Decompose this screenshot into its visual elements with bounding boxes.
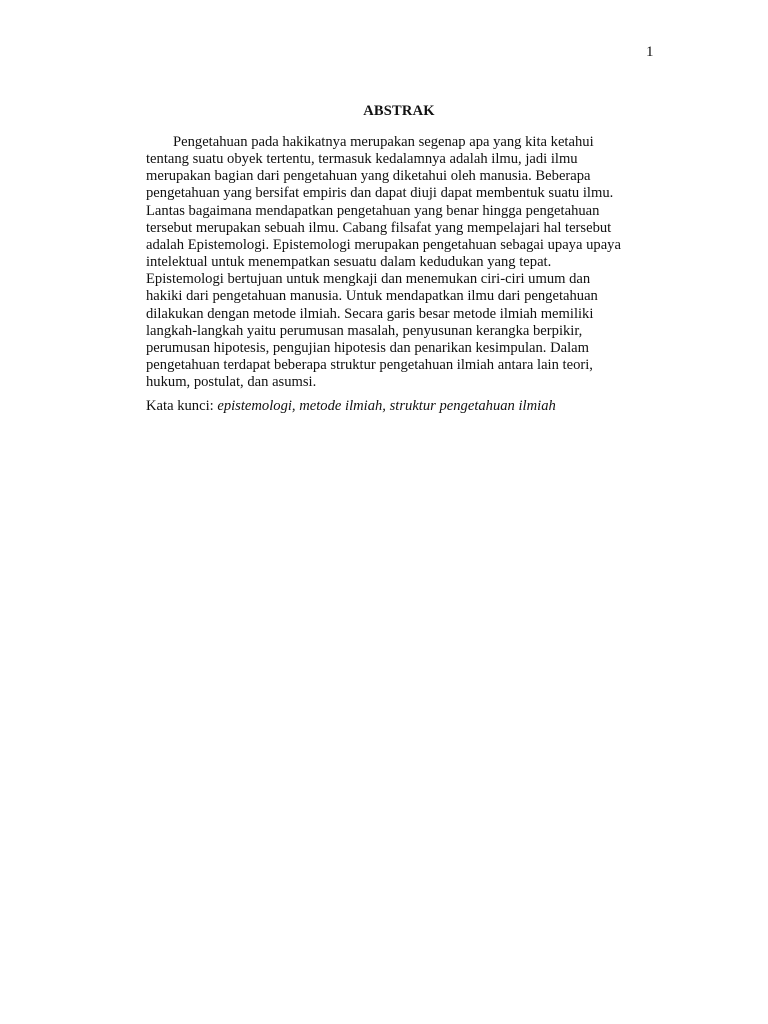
- abstract-line: hukum, postulat, dan asumsi.: [146, 374, 317, 391]
- keywords-terms: epistemologi, metode ilmiah, struktur pengetahuan ilmiah: [217, 398, 556, 414]
- abstract-line: Pengetahuan pada hakikatnya merupakan segenap apa yang kita ketahui: [173, 134, 594, 150]
- abstract-line: tersebut merupakan sebuah ilmu. Cabang filsafat yang mempelajari hal tersebut: [146, 219, 612, 236]
- abstract-line: pengetahuan yang bersifat empiris dan dapat diuji dapat membentuk suatu ilmu.: [146, 185, 614, 202]
- abstract-line: merupakan bagian dari pengetahuan yang diketahui oleh manusia. Beberapa: [146, 168, 591, 185]
- abstract-line: pengetahuan terdapat beberapa struktur pengetahuan ilmiah antara lain teori,: [146, 357, 593, 374]
- abstract-line: intelektual untuk menempatkan sesuatu dalam kedudukan yang tepat.: [146, 254, 552, 271]
- abstract-line: perumusan hipotesis, pengujian hipotesis dan penarikan kesimpulan. Dalam: [146, 339, 589, 356]
- keywords: [146, 398, 556, 415]
- page-number: 1: [646, 44, 654, 60]
- keywords-label: Kata kunci:: [146, 398, 214, 414]
- abstract-line: hakiki dari pengetahuan manusia. Untuk mendapatkan ilmu dari pengetahuan: [146, 288, 598, 305]
- abstract-line: adalah Epistemologi. Epistemologi merupakan pengetahuan sebagai upaya upaya: [146, 236, 621, 253]
- abstract-title: ABSTRAK: [363, 103, 435, 119]
- abstract-line: Epistemologi bertujuan untuk mengkaji dan menemukan ciri-ciri umum dan: [146, 271, 591, 288]
- abstract-line: langkah-langkah yaitu perumusan masalah, penyusunan kerangka berpikir,: [146, 322, 583, 339]
- abstract-line: tentang suatu obyek tertentu, termasuk kedalamnya adalah ilmu, jadi ilmu: [146, 151, 578, 168]
- abstract-paragraph: [146, 134, 666, 391]
- abstract-line: Lantas bagaimana mendapatkan pengetahuan yang benar hingga pengetahuan: [146, 202, 600, 219]
- abstract-line: dilakukan dengan metode ilmiah. Secara garis besar metode ilmiah memiliki: [146, 305, 594, 322]
